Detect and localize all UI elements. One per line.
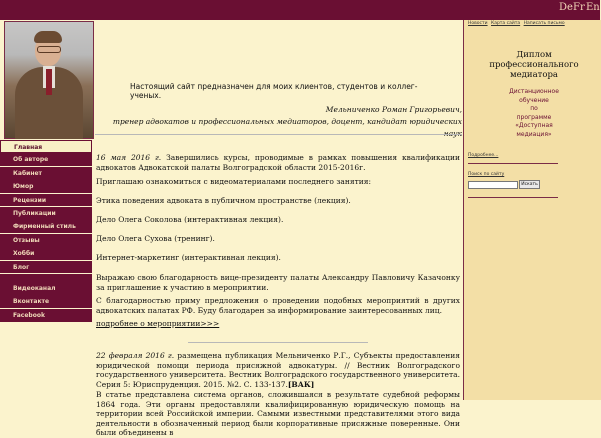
promo-line: «Доступная [515,122,553,129]
news-item-2 [96,351,460,389]
promo-line: обучение [519,96,549,104]
top-bar [0,0,600,20]
event-details-link[interactable]: подробнее о мероприятии>>> [96,319,220,328]
nav-item-cabinet[interactable]: Кабинет [0,167,92,180]
mediator-diploma-heading[interactable]: Диплом профессионального медиатора [489,50,579,80]
news-item-1 [96,153,460,172]
search-title: Поиск по сайту [468,172,505,177]
search-button[interactable]: Искать [519,180,540,189]
nav-item-brand-style[interactable]: Фирменный стиль [0,220,92,233]
video-link-ethics[interactable]: Этика поведения адвоката в публичном пространстве (лекция). [96,196,351,205]
nav-item-home[interactable]: Главная [0,140,92,153]
promo-line: Дистанционное [509,88,559,95]
offer-paragraph: С благодарностью приму предложения о проведении подобных мероприятий в других адвокатских палатах РФ. Буду благодарен за информирование заинтересованных лиц. [96,296,460,315]
photo-tie [46,69,52,95]
promo-line: по [530,105,538,112]
video-link-sokolov[interactable]: Дело Олега Соколова (интерактивная лекция). [96,215,284,224]
news-text: Завершились курсы, проводимые в рамках повышения квалификации адвокатов Адвокатской палаты Волгоградской области 2015-2016г. [96,153,460,172]
signature-title: тренер адвокатов и профессиональных медиаторов, доцент, кандидат юридических [112,117,462,126]
nav-item-reviews[interactable]: Рецензии [0,194,92,207]
lang-fr-link[interactable]: Fr [573,2,585,13]
site-links [468,21,567,26]
videos-intro: Приглашаю ознакомиться с видеоматериалами последнего занятия: [96,177,372,186]
nav-item-publications[interactable]: Публикации [0,207,92,220]
nav-item-facebook[interactable]: Facebook [0,309,92,322]
lang-en-link[interactable]: En [586,2,600,13]
nav-item-humor[interactable]: Юмор [0,180,92,193]
photo-glasses [37,46,61,53]
signature-name: Мельниченко Роман Григорьевич, [325,105,462,114]
author-photo [4,21,94,139]
promo-line: медиация» [516,130,552,138]
divider [95,134,462,135]
nav-item-feedback[interactable]: Отзывы [0,234,92,247]
nav-item-vk[interactable]: Вконтакте [0,295,92,308]
write-letter-link[interactable]: Написать письмо [523,21,565,26]
news-date: 16 мая 2016 г. [96,153,162,162]
main-content [95,20,462,437]
video-link-marketing[interactable]: Интернет-маркетинг (интерактивная лекция). [96,253,281,262]
promo-line: программе [516,113,552,121]
nav-item-about[interactable]: Об авторе [0,153,92,166]
news-text: размещена публикация Мельниченко Р.Г., Субъекты предоставления юридической помощи периода присяжной адвокатуры. // Вестник Волгоградского государственного университета. Вестник Волгоградского государственного университета. Серия 5: Юриспруденция. 2015. №2. С. 133-137. [96,351,460,389]
news-date: 22 февраля 2016 г. [96,351,175,360]
sitemap-link[interactable]: Карта сайта [491,21,521,26]
sidebar-divider [468,163,558,164]
right-sidebar [463,20,601,400]
main-nav [0,140,92,322]
nav-separator [0,274,92,282]
nav-item-hobby[interactable]: Хобби [0,247,92,260]
more-link[interactable]: Подробнее... [468,153,499,158]
article-summary: В статье представлена система органов, сложившаяся в результате судебной реформы 1864 года. Эти органы предоставляли квалифицированную юридическую помощь на территории всей Российской империи. Самыми известными представителями этого вида деятельности в обозначенный период были корпоративные присяжные поверенные. Они были объединены в [96,390,460,437]
video-link-sukhov[interactable]: Дело Олега Сухова (тренинг). [96,234,215,243]
lang-de-link[interactable]: De [559,2,573,13]
vak-badge: [ВАК] [287,379,315,389]
news-link[interactable]: Новости [468,21,488,26]
photo-hair [34,31,62,43]
search-input[interactable] [468,181,518,189]
sidebar-divider [468,197,558,198]
nav-item-blog[interactable]: Блог [0,261,92,274]
nav-item-video[interactable]: Видеоканал [0,282,92,295]
intro-text: Настоящий сайт предназначен для моих клиентов, студентов и коллег-ученых. [130,82,418,100]
divider-short [188,342,368,343]
thanks-paragraph: Выражаю свою благодарность вице-президенту палаты Александру Павловичу Казачонку за приглашение к участию в мероприятии. [96,273,460,292]
distance-learning-promo[interactable] [474,88,594,139]
